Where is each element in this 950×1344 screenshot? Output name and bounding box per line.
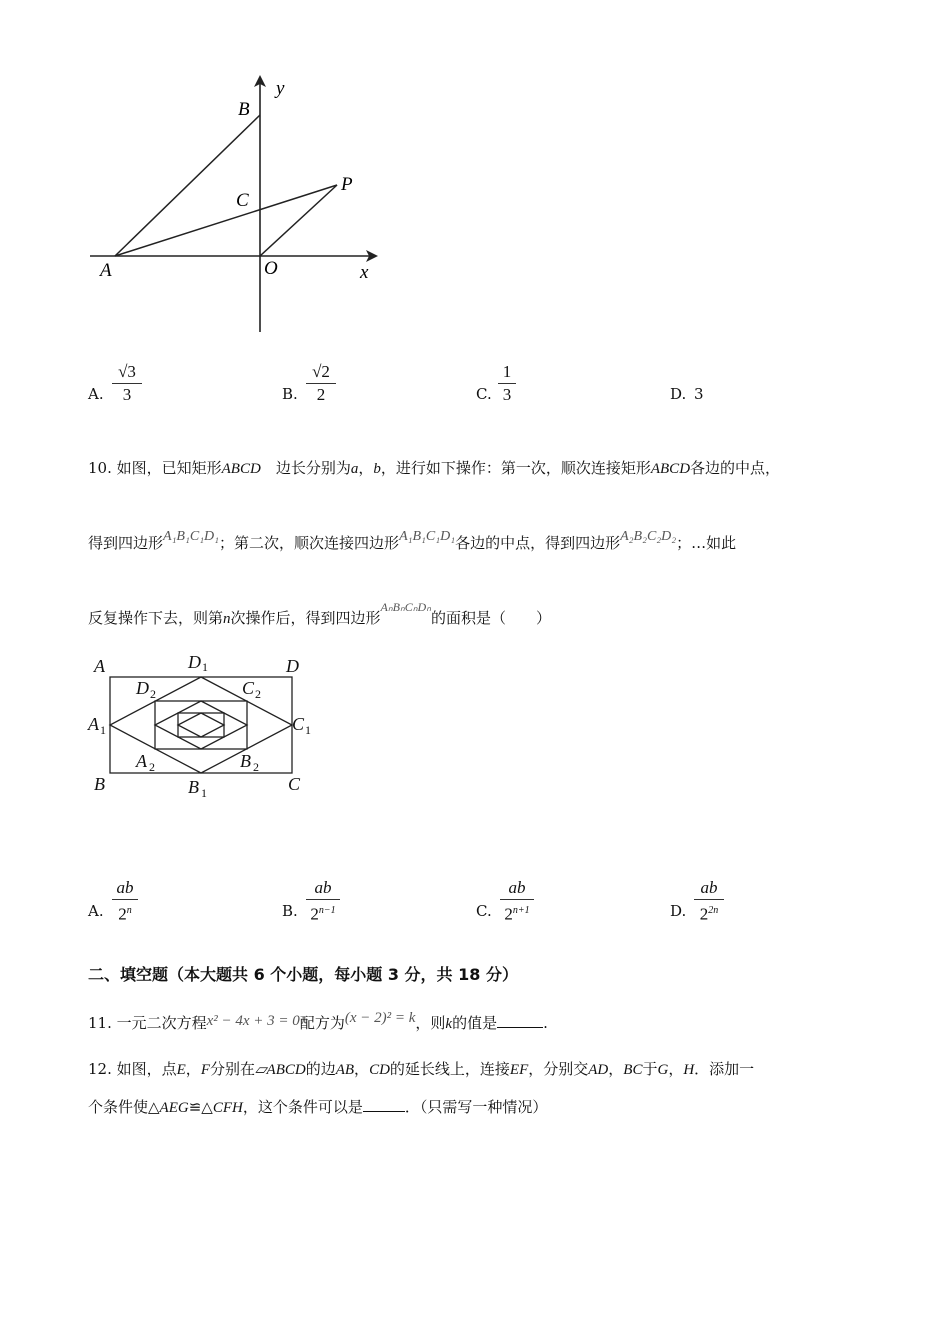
q10-option-b-fraction[interactable] [306, 878, 340, 925]
q9-option-b-fraction[interactable] [306, 362, 336, 405]
q10-text: ，进行如下操作：第一次，顺次连接矩形 [380, 459, 651, 477]
point-H: H [683, 1062, 695, 1078]
label-C1-sub: 1 [305, 723, 311, 737]
quad-n: AₙBₙCₙDₙ [380, 600, 431, 614]
quad-1: A₁B₁C₁D₁ [399, 529, 456, 544]
q10-text: 次操作后，得到四边形 [230, 609, 381, 627]
q12-text: 的延长线上，连接 [389, 1060, 510, 1078]
q11-text: 11. 一元二次方程 [88, 1014, 207, 1032]
q10-option-a-letter[interactable]: A. [88, 902, 104, 920]
label-C: C [288, 774, 301, 794]
label-A: A [94, 656, 105, 676]
congruent-symbol: ≌△ [188, 1098, 213, 1116]
label-C: C [236, 190, 249, 211]
fraction-bar [112, 899, 138, 900]
label-D1: D [188, 652, 201, 672]
quad-2: A₂B₂C₂D₂ [620, 529, 677, 544]
segment-EF: EF [509, 1062, 529, 1078]
side-AD: AD [588, 1062, 609, 1078]
q12-text: 个条件使△ [88, 1098, 160, 1116]
q12-text: 分别在 [209, 1060, 255, 1078]
q10-text: 边长分别为 [275, 459, 351, 477]
q10-option-d-letter[interactable]: D. [670, 902, 687, 920]
label-P: P [341, 174, 353, 195]
label-D: D [286, 656, 299, 676]
triangle-AEG: AEG [159, 1100, 189, 1116]
base-2: 2 [699, 904, 709, 924]
q10-text: ；第二次，顺次连接四边形 [219, 534, 400, 552]
q9-a-denominator: 3 [122, 385, 132, 404]
label-B: B [238, 99, 250, 120]
q10-text: 的面积是（ ） [431, 609, 552, 627]
q12-text: 于 [642, 1060, 658, 1078]
fraction-bar [498, 383, 516, 384]
base-2: 2 [310, 904, 319, 924]
point-G: G [657, 1062, 669, 1078]
triangle-CFH: CFH [212, 1100, 243, 1116]
rect-A2B2C2D2 [155, 701, 247, 749]
denominator [694, 901, 724, 925]
label-x: x [360, 262, 369, 283]
label-y: y [276, 78, 285, 99]
label-B2: B [240, 751, 251, 771]
q10-line-2 [88, 529, 737, 553]
label-B1: B [188, 777, 199, 797]
label-B: B [94, 774, 105, 794]
point-E: E [176, 1062, 186, 1078]
label-A: A [100, 260, 112, 281]
q9-c-numerator: 1 [502, 362, 512, 381]
q9-option-d-value[interactable]: 3 [694, 385, 704, 403]
fraction-bar [306, 899, 340, 900]
exponent: n+1 [512, 905, 530, 916]
q12-text: ，分别交 [528, 1060, 589, 1078]
label-C1: C [292, 714, 305, 734]
segment-AB [115, 115, 260, 256]
q9-b-denominator: 2 [316, 385, 326, 404]
q10-option-a-fraction[interactable] [112, 878, 138, 925]
base-2: 2 [118, 904, 127, 924]
q9-a-numerator: √3 [118, 362, 136, 381]
var-a: a [350, 461, 359, 477]
q9-option-d-letter[interactable]: D. [670, 385, 687, 403]
q10-text: 各边的中点，得到四边形 [455, 534, 621, 552]
side-AB: AB [335, 1062, 355, 1078]
rect-name: ABCD [650, 461, 691, 477]
rect-4 [178, 713, 224, 737]
q10-text: ， [358, 459, 374, 477]
label-A1: A [88, 714, 99, 734]
label-B2-sub: 2 [253, 760, 259, 774]
q11-text: ，则 [415, 1014, 446, 1032]
label-C2: C [242, 678, 255, 698]
exponent: 2n [708, 905, 719, 916]
nested-rectangles-figure [82, 650, 322, 800]
fraction-bar [694, 899, 724, 900]
q10-line-1 [88, 457, 780, 478]
q12-line-2 [88, 1096, 547, 1117]
equation-1: x² − 4x + 3 = 0 [206, 1013, 300, 1029]
q9-b-numerator: √2 [312, 362, 330, 381]
point-F: F [200, 1062, 210, 1078]
parallelogram-name: ▱ABCD [255, 1062, 306, 1078]
numerator-ab: ab [314, 878, 332, 897]
side-CD: CD [369, 1062, 390, 1078]
equation-2: (x − 2)² = k [344, 1010, 416, 1026]
label-B1-sub: 1 [201, 786, 207, 800]
numerator-ab: ab [700, 878, 718, 897]
label-A1-sub: 1 [100, 723, 106, 737]
q11-text: 的值是 [452, 1014, 498, 1032]
q10-text: 得到四边形 [88, 534, 164, 552]
q12-text: ， [354, 1060, 370, 1078]
fraction-bar [500, 899, 534, 900]
q12-line-1 [88, 1058, 754, 1079]
coordinate-figure [80, 70, 390, 340]
q9-c-denominator: 3 [502, 385, 512, 404]
q9-option-b-letter[interactable]: B. [282, 385, 298, 403]
q10-text: ；…如此 [676, 534, 737, 552]
q11-text: . [543, 1014, 548, 1032]
fraction-bar [112, 383, 142, 384]
q12-text: ．添加一 [694, 1060, 755, 1078]
segment-AP [115, 185, 337, 256]
segment-OP [260, 185, 337, 256]
section-2-title: 二、填空题（本大题共 6 个小题，每小题 3 分，共 18 分） [88, 965, 518, 984]
rect-name: ABCD [221, 461, 261, 477]
q9-option-a-fraction[interactable] [112, 362, 142, 405]
label-D2-sub: 2 [150, 687, 156, 701]
q10-option-d-fraction[interactable] [694, 878, 724, 925]
denominator [112, 901, 138, 925]
var-n: n [223, 611, 231, 627]
q12-text: ， [608, 1060, 624, 1078]
answer-blank[interactable] [363, 1099, 405, 1112]
q11-text: 配方为 [299, 1014, 345, 1032]
numerator-ab: ab [116, 878, 134, 897]
quad-1: A₁B₁C₁D₁ [163, 529, 220, 544]
var-k: k [445, 1016, 453, 1032]
label-C2-sub: 2 [255, 687, 261, 701]
q10-line-3 [88, 600, 552, 628]
q12-text: ， [185, 1060, 201, 1078]
q12-text: ．（只需写一种情况） [404, 1098, 548, 1116]
q12-text: 的边 [305, 1060, 336, 1078]
side-BC: BC [623, 1062, 643, 1078]
label-D2: D [136, 678, 149, 698]
q10-text: 各边的中点， [690, 459, 781, 477]
q11 [88, 1012, 548, 1033]
q10-text: 反复操作下去，则第 [88, 609, 224, 627]
fraction-bar [306, 383, 336, 384]
q12-text: 12. 如图，点 [88, 1060, 177, 1078]
q12-text: ，这个条件可以是 [242, 1098, 363, 1116]
q10-option-b-letter[interactable]: B. [282, 902, 298, 920]
var-b: b [373, 461, 381, 477]
q9-option-c-fraction[interactable] [498, 362, 516, 405]
q9-option-a-letter[interactable]: A. [88, 385, 104, 403]
q10-option-c-fraction[interactable] [500, 878, 534, 925]
label-A2-sub: 2 [149, 760, 155, 774]
q10-text: 10. 如图，已知矩形 [88, 459, 222, 477]
label-O: O [264, 258, 278, 279]
q9-option-c-letter[interactable]: C. [476, 385, 492, 403]
label-A2: A [136, 751, 147, 771]
answer-blank[interactable] [497, 1015, 543, 1028]
base-2: 2 [504, 904, 513, 924]
exponent: n [126, 905, 132, 916]
q10-option-c-letter[interactable]: C. [476, 902, 492, 920]
denominator [500, 901, 534, 925]
label-D1-sub: 1 [202, 660, 208, 674]
exponent: n−1 [318, 905, 336, 916]
denominator [306, 901, 340, 925]
rhombus-3 [155, 701, 247, 749]
q12-text: ， [668, 1060, 684, 1078]
numerator-ab: ab [508, 878, 526, 897]
rhombus-5 [178, 713, 224, 737]
